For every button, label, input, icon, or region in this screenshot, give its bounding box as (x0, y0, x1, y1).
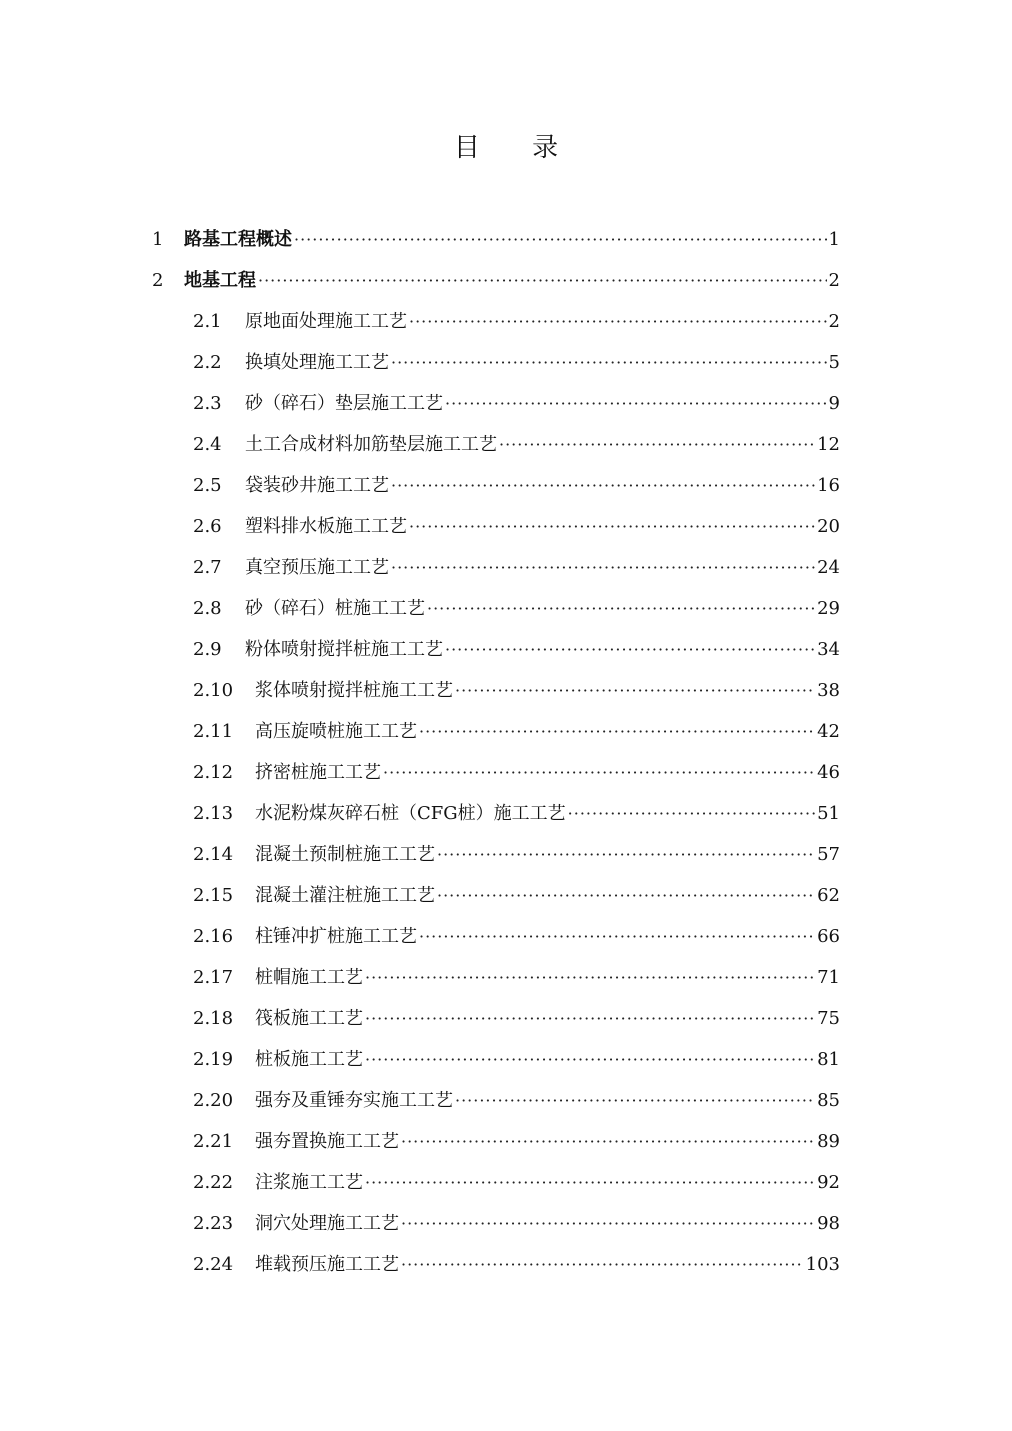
toc-entry[interactable] (193, 507, 840, 547)
dot-leader (437, 835, 815, 875)
toc-entry[interactable] (193, 1040, 840, 1080)
toc-entry-page: 103 (805, 1254, 840, 1275)
toc-entry-page: 42 (817, 721, 840, 742)
dot-leader (419, 712, 815, 752)
toc-entry-page: 57 (817, 844, 840, 865)
dot-leader (365, 1163, 815, 1203)
toc-entry[interactable] (193, 384, 840, 424)
dot-leader (258, 261, 827, 301)
toc-entry-number: 2 (152, 270, 164, 291)
toc-entry[interactable] (193, 302, 840, 342)
toc-entry-title: 柱锤冲扩桩施工工艺 (255, 926, 417, 947)
toc-entry-title: 土工合成材料加筋垫层施工工艺 (245, 434, 497, 455)
toc-entry[interactable] (193, 548, 840, 588)
toc-entry[interactable] (193, 1122, 840, 1162)
toc-entry-page: 75 (817, 1008, 840, 1029)
toc-entry-title: 水泥粉煤灰碎石桩（CFG桩）施工工艺 (255, 803, 566, 824)
toc-entry[interactable] (193, 630, 840, 670)
toc-entry-number: 2.13 (193, 803, 234, 824)
toc-entry-title: 混凝土灌注桩施工工艺 (255, 885, 435, 906)
toc-entry-title: 筏板施工工艺 (255, 1008, 363, 1029)
toc-entry-page: 62 (817, 885, 840, 906)
toc-entry-page: 46 (817, 762, 840, 783)
dot-leader (409, 507, 815, 547)
dot-leader (401, 1204, 815, 1244)
toc-entry-title: 堆载预压施工工艺 (255, 1254, 399, 1275)
toc-entry-title: 洞穴处理施工工艺 (255, 1213, 399, 1234)
toc-entry-number: 2.14 (193, 844, 234, 865)
toc-entry-number: 2.8 (193, 598, 222, 619)
toc-entry-number: 2.3 (193, 393, 222, 414)
toc-entry-page: 98 (817, 1213, 840, 1234)
dot-leader (568, 794, 815, 834)
toc-entry-page: 38 (817, 680, 840, 701)
toc-entry-number: 2.23 (193, 1213, 234, 1234)
toc-entry-title: 真空预压施工工艺 (245, 557, 389, 578)
toc-entry-title: 换填处理施工工艺 (245, 352, 389, 373)
toc-entry-number: 1 (152, 229, 164, 250)
dot-leader (391, 548, 815, 588)
toc-entry-number: 2.10 (193, 680, 234, 701)
toc-entry[interactable] (193, 712, 840, 752)
toc-entry-page: 85 (817, 1090, 840, 1111)
toc-entry-page: 66 (817, 926, 840, 947)
toc-entry-title: 强夯置换施工工艺 (255, 1131, 399, 1152)
toc-entry[interactable] (193, 589, 840, 629)
toc-entry[interactable] (193, 794, 840, 834)
toc-entry-number: 2.12 (193, 762, 234, 783)
toc-entry[interactable] (193, 876, 840, 916)
dot-leader (419, 917, 815, 957)
dot-leader (365, 958, 815, 998)
toc-entry-number: 2.4 (193, 434, 222, 455)
toc-entry[interactable] (193, 999, 840, 1039)
toc-entry[interactable] (193, 1081, 840, 1121)
toc-entry[interactable] (193, 1163, 840, 1203)
toc-entry-title: 混凝土预制桩施工工艺 (255, 844, 435, 865)
dot-leader (365, 1040, 815, 1080)
dot-leader (401, 1122, 815, 1162)
toc-entry-number: 2.2 (193, 352, 222, 373)
toc-entry[interactable] (193, 917, 840, 957)
toc-entry-number: 2.17 (193, 967, 234, 988)
dot-leader (455, 671, 815, 711)
dot-leader (401, 1245, 804, 1285)
toc-entry-title: 原地面处理施工工艺 (245, 311, 407, 332)
toc-entry-number: 2.15 (193, 885, 234, 906)
dot-leader (383, 753, 815, 793)
toc-entry-title: 塑料排水板施工工艺 (245, 516, 407, 537)
toc-entry-title: 强夯及重锤夯实施工工艺 (255, 1090, 453, 1111)
toc-entry-number: 2.24 (193, 1254, 234, 1275)
toc-entry[interactable] (193, 1245, 840, 1285)
toc-entry-page: 51 (817, 803, 840, 824)
toc-entry-title: 砂（碎石）垫层施工工艺 (245, 393, 443, 414)
toc-entry-title: 挤密桩施工工艺 (255, 762, 381, 783)
toc-entry-number: 2.9 (193, 639, 222, 660)
dot-leader (499, 425, 815, 465)
dot-leader (455, 1081, 815, 1121)
toc-entry-page: 92 (817, 1172, 840, 1193)
toc-entry-page: 16 (817, 475, 840, 496)
page-title: 目 录 (453, 133, 581, 163)
toc-entry-number: 2.22 (193, 1172, 234, 1193)
toc-entry-title: 桩帽施工工艺 (255, 967, 363, 988)
dot-leader (409, 302, 827, 342)
toc-entry-page: 20 (817, 516, 840, 537)
dot-leader (365, 999, 815, 1039)
toc-entry-page: 12 (817, 434, 840, 455)
toc-entry-page: 89 (817, 1131, 840, 1152)
dot-leader (391, 466, 815, 506)
toc-entry-number: 2.6 (193, 516, 222, 537)
dot-leader (437, 876, 815, 916)
dot-leader (391, 343, 827, 383)
toc-entry-title: 粉体喷射搅拌桩施工工艺 (245, 639, 443, 660)
toc-entry-page: 5 (828, 352, 840, 373)
toc-entry-page: 71 (817, 967, 840, 988)
toc-entry-number: 2.5 (193, 475, 222, 496)
toc-entry-page: 2 (828, 311, 840, 332)
toc-entry-title: 桩板施工工艺 (255, 1049, 363, 1070)
toc-entry[interactable] (193, 671, 840, 711)
toc-entry[interactable] (193, 1204, 840, 1244)
toc-entry-number: 2.20 (193, 1090, 234, 1111)
toc-entry-page: 1 (828, 229, 840, 250)
toc-entry-page: 2 (828, 270, 840, 291)
dot-leader (445, 384, 827, 424)
toc-entry[interactable] (193, 958, 840, 998)
toc-entry-page: 29 (817, 598, 840, 619)
dot-leader (427, 589, 815, 629)
toc-entry[interactable] (152, 220, 840, 260)
toc-entry[interactable] (152, 261, 840, 301)
dot-leader (294, 220, 827, 260)
toc-entry[interactable] (193, 343, 840, 383)
toc-entry[interactable] (193, 425, 840, 465)
toc-entry-page: 24 (817, 557, 840, 578)
toc-entry-page: 9 (828, 393, 840, 414)
toc-entry-number: 2.21 (193, 1131, 234, 1152)
toc-entry-title: 注浆施工工艺 (255, 1172, 363, 1193)
toc-entry-title: 浆体喷射搅拌桩施工工艺 (255, 680, 453, 701)
toc-entry-title: 地基工程 (184, 270, 256, 291)
toc-entry-number: 2.18 (193, 1008, 234, 1029)
toc-entry[interactable] (193, 753, 840, 793)
toc-entry-page: 81 (817, 1049, 840, 1070)
toc-entry-title: 砂（碎石）桩施工工艺 (245, 598, 425, 619)
toc-entry-number: 2.7 (193, 557, 222, 578)
toc-entry[interactable] (193, 835, 840, 875)
toc-entry-title: 袋装砂井施工工艺 (245, 475, 389, 496)
toc-entry-number: 2.19 (193, 1049, 234, 1070)
toc-entry-title: 高压旋喷桩施工工艺 (255, 721, 417, 742)
toc-entry-page: 34 (817, 639, 840, 660)
dot-leader (445, 630, 815, 670)
toc-entry[interactable] (193, 466, 840, 506)
toc-entry-number: 2.1 (193, 311, 222, 332)
toc-entry-number: 2.16 (193, 926, 234, 947)
toc-entry-title: 路基工程概述 (184, 229, 292, 250)
toc-entry-number: 2.11 (193, 721, 234, 742)
